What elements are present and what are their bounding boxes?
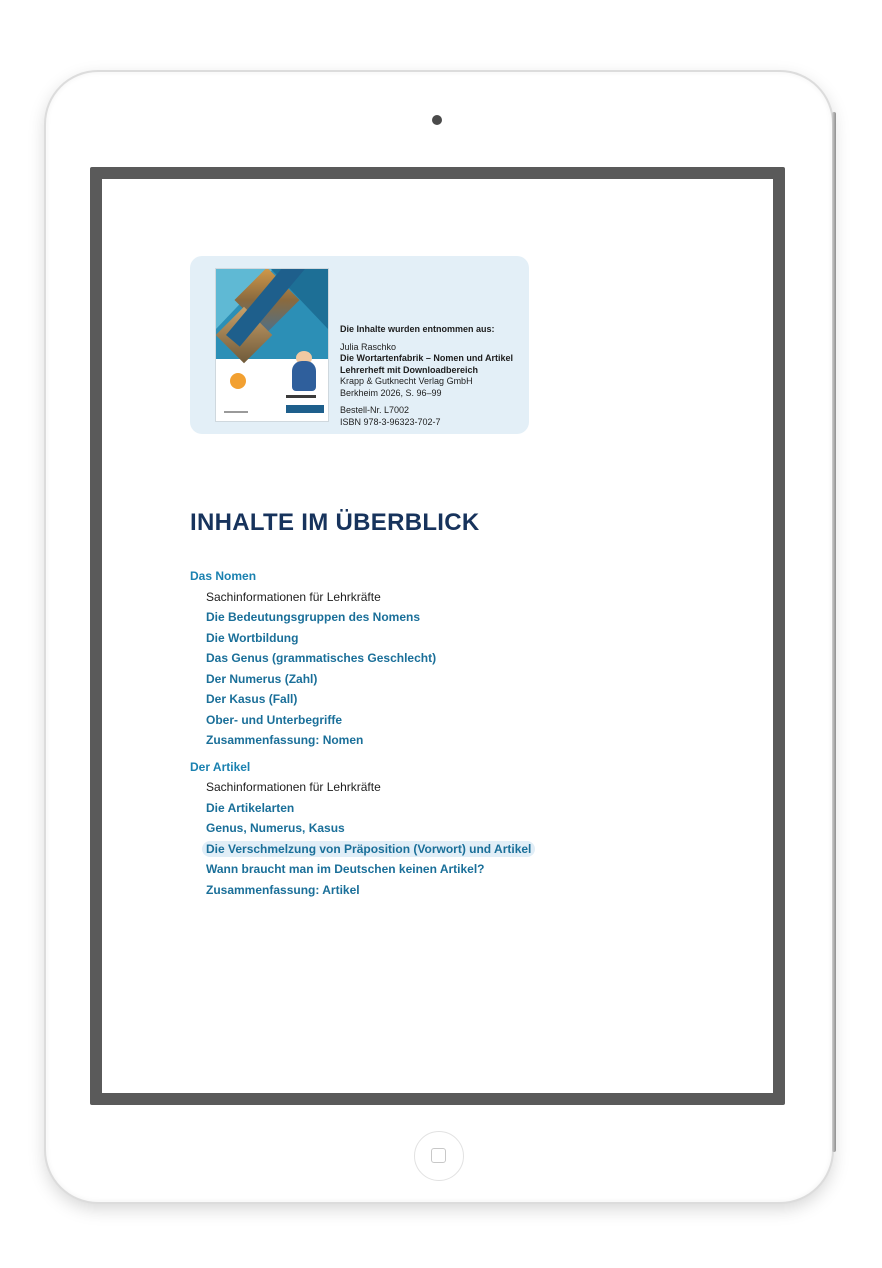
section-title-artikel[interactable]: Der Artikel [190, 759, 251, 774]
source-isbn: ISBN 978-3-96323-702-7 [340, 416, 441, 427]
toc-link[interactable]: Wann braucht man im Deutschen keinen Artikel? [206, 862, 485, 876]
award-seal-icon [230, 373, 246, 389]
section-title-nomen[interactable]: Das Nomen [190, 569, 257, 583]
table-of-contents [190, 566, 750, 900]
source-intro: Die Inhalte wurden entnommen aus: [340, 324, 495, 334]
home-square-icon [431, 1148, 446, 1163]
book-cover-image [215, 268, 329, 422]
toc-link[interactable]: Zusammenfassung: Nomen [206, 733, 364, 747]
toc-link[interactable]: Ober- und Unterbegriffe [206, 712, 343, 727]
toc-link[interactable]: Genus, Numerus, Kasus [206, 821, 345, 835]
source-publisher: Krapp & Gutknecht Verlag GmbH [340, 376, 473, 386]
tablet-screen [102, 179, 773, 1093]
source-citation [340, 324, 526, 428]
toc-link[interactable]: Das Genus (grammatisches Geschlecht) [206, 651, 437, 665]
toc-item: Sachinformationen für Lehrkräfte [206, 780, 381, 794]
front-camera [432, 115, 442, 125]
toc-link-label: Die Verschmelzung von Präposition (Vorwort) und Artikel [202, 841, 535, 857]
source-title: Die Wortartenfabrik – Nomen und Artikel [340, 353, 514, 363]
source-card [190, 256, 529, 434]
toc-link[interactable]: Die Wortbildung [206, 630, 299, 645]
source-subtitle: Lehrerheft mit Downloadbereich [340, 364, 479, 375]
volume-buttons [832, 112, 836, 1152]
mascot-figure [292, 361, 316, 391]
source-order-number: Bestell-Nr. L7002 [340, 405, 410, 415]
toc-link[interactable]: Die Artikelarten [206, 800, 295, 815]
toc-link[interactable]: Der Kasus (Fall) [206, 692, 298, 706]
source-author: Julia Raschko [340, 341, 397, 352]
toc-link[interactable]: Zusammenfassung: Artikel [206, 882, 360, 897]
home-button[interactable] [414, 1131, 464, 1181]
source-place-pages: Berkheim 2026, S. 96–99 [340, 387, 442, 398]
toc-item: Sachinformationen für Lehrkräfte [206, 589, 381, 604]
publisher-logo [286, 405, 324, 413]
toc-link[interactable]: Die Bedeutungsgruppen des Nomens [206, 610, 421, 624]
page-title: INHALTE IM ÜBERBLICK [190, 509, 480, 536]
toc-link-highlighted[interactable] [190, 839, 750, 860]
toc-link[interactable]: Der Numerus (Zahl) [206, 671, 318, 686]
